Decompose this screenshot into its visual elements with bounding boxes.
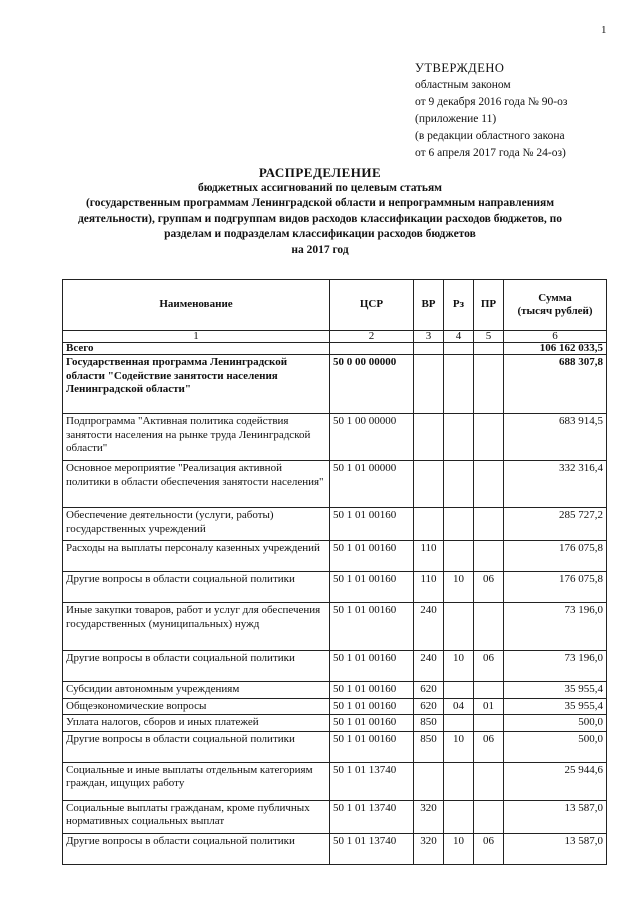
row-sum: 500,0 [504,731,607,762]
row-vr: 850 [414,715,444,732]
header-rz: Рз [444,280,474,331]
table-row [63,603,607,651]
header-row [63,280,607,331]
row-vr [414,414,444,461]
table-row [63,572,607,603]
table-row [63,800,607,833]
approval-heading: УТВЕРЖДЕНО [415,61,505,75]
row-pr: 06 [474,731,504,762]
row-sum: 35 955,4 [504,682,607,699]
title-line: разделам и подразделам классификации расходов бюджетов [164,228,476,240]
column-number: 5 [474,331,504,343]
row-name: Подпрограмма "Активная политика содействия занятости населения на рынке труда Ленинградской области" [63,414,330,461]
row-sum: 500,0 [504,715,607,732]
row-rz [444,715,474,732]
row-vr: 240 [414,651,444,682]
table-row [63,508,607,541]
row-sum: 683 914,5 [504,414,607,461]
table-row [63,414,607,461]
row-pr: 06 [474,572,504,603]
row-vr: 240 [414,603,444,651]
row-pr: 06 [474,651,504,682]
row-pr [474,461,504,508]
row-pr [474,800,504,833]
row-rz [444,682,474,699]
row-sum: 332 316,4 [504,461,607,508]
row-name: Социальные выплаты гражданам, кроме публичных нормативных социальных выплат [63,800,330,833]
header-name: Наименование [63,280,330,331]
row-vr: 320 [414,833,444,864]
row-pr: 06 [474,833,504,864]
row-sum: 285 727,2 [504,508,607,541]
column-number: 3 [414,331,444,343]
row-pr [474,682,504,699]
table-row [63,762,607,800]
row-vr: 320 [414,800,444,833]
title-line: деятельности), группам и подгруппам видов расходов классификации расходов бюджетов, по [77,212,563,225]
row-sum: 688 307,8 [504,355,607,414]
header-vr: ВР [414,280,444,331]
title-main: РАСПРЕДЕЛЕНИЕ [258,165,382,180]
approval-line: (в редакции областного закона [415,130,565,142]
row-vr [414,461,444,508]
row-name: Государственная программа Ленинградской области "Содействие занятости населения Ленинградской области" [63,355,330,414]
title-line: на 2017 год [291,243,349,256]
row-pr [474,603,504,651]
row-rz [444,461,474,508]
row-name: Основное мероприятие "Реализация активной политики в области обеспечения занятости населения" [63,461,330,508]
row-sum: 73 196,0 [504,603,607,651]
row-name: Другие вопросы в области социальной политики [63,731,330,762]
column-number: 4 [444,331,474,343]
row-rz: 10 [444,651,474,682]
table-row [63,651,607,682]
approval-line: от 6 апреля 2017 года № 24-оз) [415,147,566,159]
table-row [63,698,607,715]
row-pr [474,715,504,732]
approval-line: от 9 декабря 2016 года № 90-оз [415,96,568,108]
row-csr: 50 1 01 00000 [330,461,414,508]
table-row [63,731,607,762]
row-rz [444,762,474,800]
row-rz [444,508,474,541]
row-rz [444,355,474,414]
row-csr: 50 1 01 13740 [330,800,414,833]
row-rz: 10 [444,833,474,864]
row-vr: 850 [414,731,444,762]
row-csr: 50 0 00 00000 [330,355,414,414]
row-name: Другие вопросы в области социальной политики [63,833,330,864]
table-row [63,461,607,508]
row-vr: 110 [414,572,444,603]
row-name: Другие вопросы в области социальной политики [63,572,330,603]
row-csr: 50 1 00 00000 [330,414,414,461]
total-row [63,343,607,355]
row-name: Субсидии автономным учреждениям [63,682,330,699]
row-pr [474,508,504,541]
row-vr [414,355,444,414]
row-pr [474,762,504,800]
column-number: 6 [504,331,607,343]
row-csr: 50 1 01 00160 [330,731,414,762]
row-pr [474,355,504,414]
table-row [63,541,607,572]
header-pr: ПР [474,280,504,331]
table-row [63,355,607,414]
row-rz [444,541,474,572]
header-sum: Сумма (тысяч рублей) [504,280,607,331]
row-vr [414,508,444,541]
row-vr: 110 [414,541,444,572]
approval-line: (приложение 11) [415,113,497,125]
row-rz [444,603,474,651]
table-row [63,833,607,864]
row-pr [474,414,504,461]
row-vr: 620 [414,698,444,715]
row-name: Расходы на выплаты персоналу казенных учреждений [63,541,330,572]
row-csr: 50 1 01 00160 [330,682,414,699]
column-number: 2 [330,331,414,343]
page-number: 1 [601,24,607,36]
row-csr: 50 1 01 13740 [330,833,414,864]
table-row [63,715,607,732]
column-numbers-row [63,331,607,343]
title-line: (государственным программам Ленинградской области и непрограммным направлениям [85,197,555,209]
row-name: Уплата налогов, сборов и иных платежей [63,715,330,732]
column-number: 1 [63,331,330,343]
row-pr: 01 [474,698,504,715]
row-csr: 50 1 01 00160 [330,651,414,682]
document-title [60,165,580,258]
budget-table [62,279,607,865]
row-sum: 13 587,0 [504,800,607,833]
row-csr: 50 1 01 13740 [330,762,414,800]
row-pr [474,541,504,572]
row-csr: 50 1 01 00160 [330,603,414,651]
row-name: Общеэкономические вопросы [63,698,330,715]
row-rz [444,800,474,833]
row-rz [444,414,474,461]
row-csr: 50 1 01 00160 [330,541,414,572]
row-name: Социальные и иные выплаты отдельным категориям граждан, ищущих работу [63,762,330,800]
row-sum: 73 196,0 [504,651,607,682]
row-vr [414,762,444,800]
row-csr: 50 1 01 00160 [330,508,414,541]
approval-block [415,60,567,162]
row-rz: 04 [444,698,474,715]
row-sum: 176 075,8 [504,572,607,603]
row-rz: 10 [444,731,474,762]
row-name: Другие вопросы в области социальной политики [63,651,330,682]
row-sum: 35 955,4 [504,698,607,715]
row-sum: 13 587,0 [504,833,607,864]
row-sum: 25 944,6 [504,762,607,800]
header-csr: ЦСР [330,280,414,331]
approval-line: областным законом [415,79,511,91]
row-sum: 176 075,8 [504,541,607,572]
row-vr: 620 [414,682,444,699]
row-rz: 10 [444,572,474,603]
row-csr: 50 1 01 00160 [330,715,414,732]
row-name: Иные закупки товаров, работ и услуг для обеспечения государственных (муниципальных) нужд [63,603,330,651]
row-name: Обеспечение деятельности (услуги, работы) государственных учреждений [63,508,330,541]
total-sum: 106 162 033,5 [504,343,607,355]
total-label: Всего [63,343,330,355]
title-line: бюджетных ассигнований по целевым статьям [197,181,443,194]
row-csr: 50 1 01 00160 [330,572,414,603]
row-csr: 50 1 01 00160 [330,698,414,715]
table-row [63,682,607,699]
